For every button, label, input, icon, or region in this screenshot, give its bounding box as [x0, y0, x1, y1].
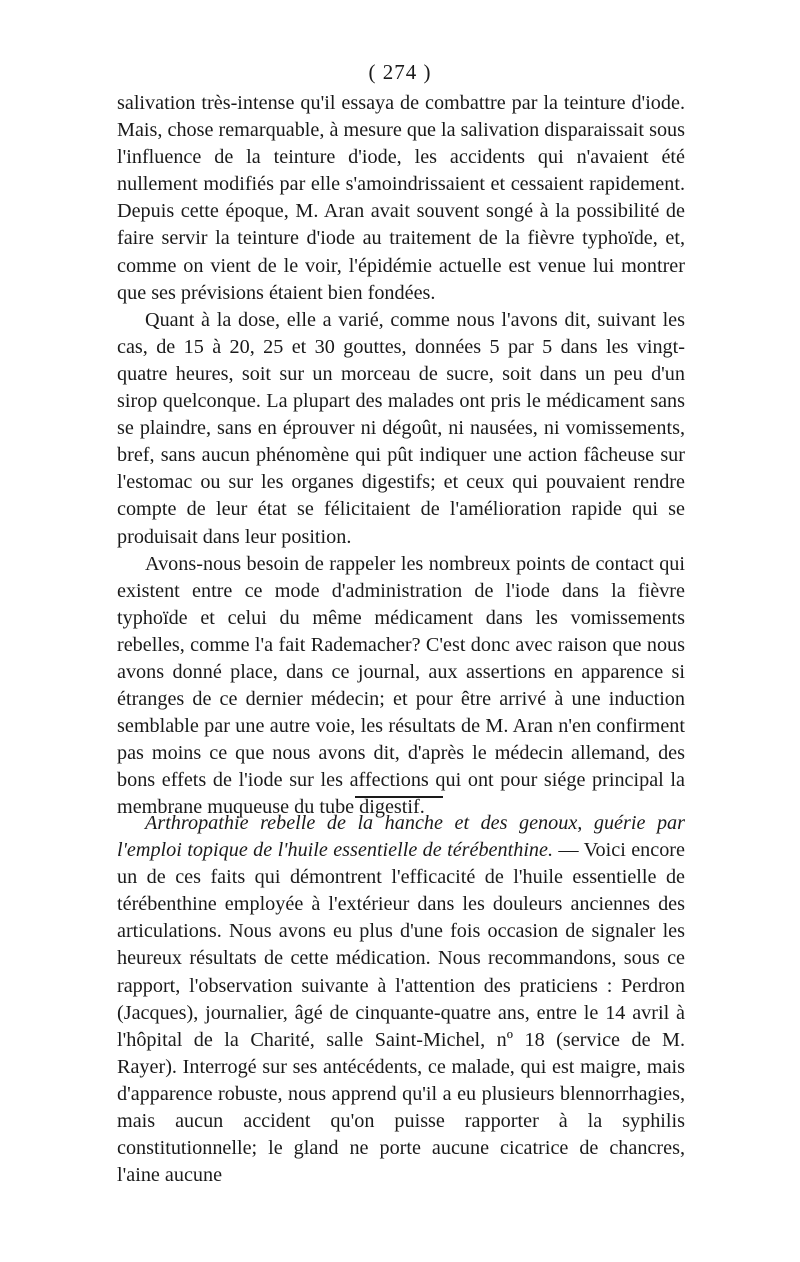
- article-body: — Voici encore un de ces faits qui démontrent l'efficacité de l'huile essentielle de térébenthine employée à l'extérieur dans les douleurs anciennes des articulations. Nous avons eu plus d'une fois occasion de signaler les heureux résultats de cette médication. Nous recommandons, sous ce rapport, l'observation suivante à l'attention des praticiens : Perdron (Jacques), journalier, âgé de cinquante-quatre ans, entre le 14 avril à l'hôpital de la Charité, salle Saint-Michel, nº 18 (service de M. Rayer). Interrogé sur ses antécédents, ce malade, qui est maigre, mais d'apparence robuste, nous apprend qu'il a eu plusieurs blennorrhagies, mais aucun accident qu'on puisse rapporter à la syphilis constitutionnelle; le gland ne porte aucune cicatrice de chancres, l'aine aucune: [117, 839, 685, 1187]
- main-text: [117, 90, 685, 822]
- paragraph-dose: Quant à la dose, elle a varié, comme nous l'avons dit, suivant les cas, de 15 à 20, 25 et 30 gouttes, données 5 par 5 dans les vingt-quatre heures, soit sur un morceau de sucre, soit dans un peu d'un sirop quelconque. La plupart des malades ont pris le médicament sans se plaindre, sans en éprouver ni dégoût, ni nausées, ni vomissements, bref, sans aucun phénomène qui pût indiquer une action fâcheuse sur l'estomac ou sur les organes digestifs; et ceux qui pouvaient rendre compte de leur état se félicitaient de l'amélioration rapide qui se produisait dans leur position.: [117, 308, 685, 548]
- article-paragraph: [117, 810, 685, 1189]
- paragraph-rademacher: Avons-nous besoin de rappeler les nombreux points de contact qui existent entre ce mode d'administration de l'iode dans la fièvre typhoïde et celui du même médicament dans les vomissements rebelles, comme l'a fait Rademacher? C'est donc avec raison que nous avons donné place, dans ce journal, aux assertions en apparence si étranges de ce dernier médecin; et pour être arrivé à une induction semblable par une autre voie, les résultats de M. Aran n'en confirment pas moins ce que nous avons dit, d'après le médecin allemand, des bons effets de l'iode sur les affections qui ont pour siége principal la membrane muqueuse du tube digestif.: [117, 552, 685, 819]
- page-number: ( 274 ): [368, 60, 432, 84]
- article-section: [117, 810, 685, 1189]
- article-title: Arthropathie rebelle de la hanche et des genoux, guérie par l'emploi topique de l'huile essentielle de térébenthine.: [117, 812, 685, 862]
- section-divider: [355, 796, 443, 798]
- paragraph-continuation: salivation très-intense qu'il essaya de combattre par la teinture d'iode. Mais, chose remarquable, à mesure que la salivation disparaissait sous l'influence de la teinture d'iode, les accidents qui n'avaient été nullement modifiés par elle s'amoindrissaient et cessaient rapidement. Depuis cette époque, M. Aran avait souvent songé à la possibilité de faire servir la teinture d'iode au traitement de la fièvre typhoïde, et, comme on vient de le voir, l'épidémie actuelle est venue lui montrer que ses prévisions étaient bien fondées.: [117, 92, 685, 304]
